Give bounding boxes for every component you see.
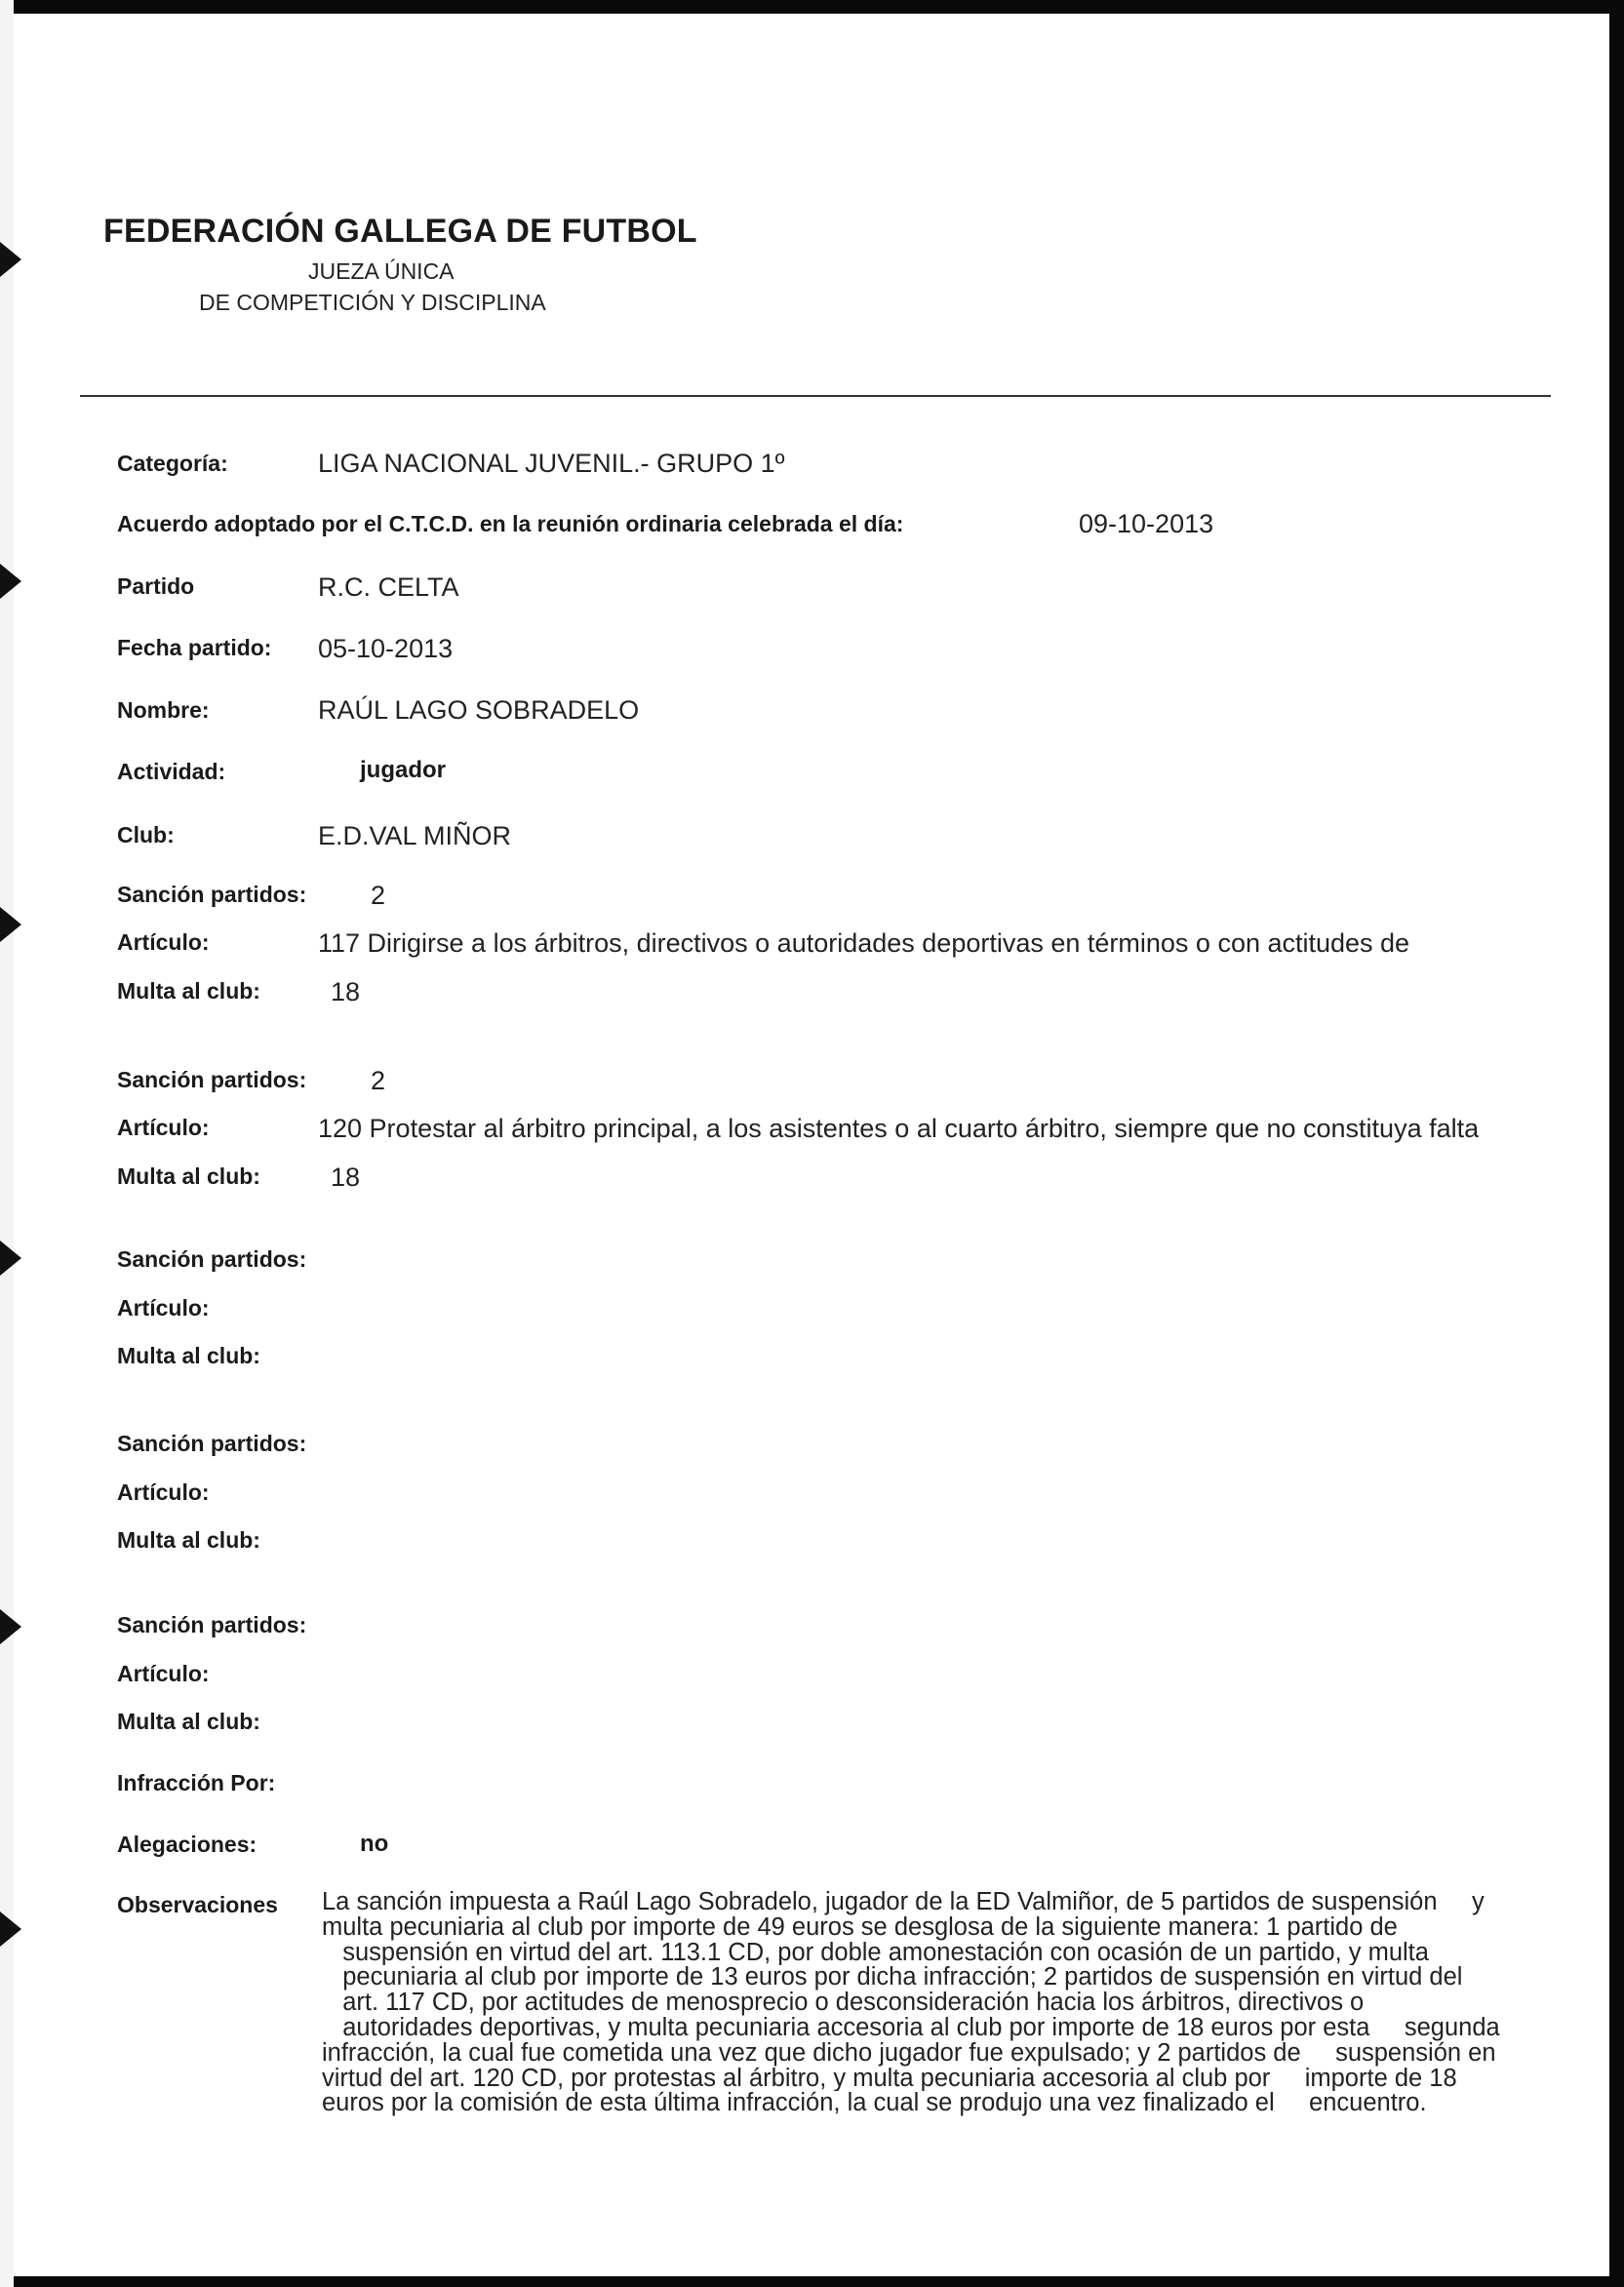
articulo-label: Artículo: <box>117 1661 210 1686</box>
categoria-label: Categoría: <box>117 451 228 476</box>
nombre-value: RAÚL LAGO SOBRADELO <box>318 695 640 725</box>
observaciones-line: multa pecuniaria al club por importe de 49 euros se desglosa de la siguiente manera: 1 partido de <box>322 1914 1398 1941</box>
punch-notch <box>0 1241 21 1276</box>
articulo-label: Artículo: <box>117 1295 210 1321</box>
multa-label: Multa al club: <box>117 1163 260 1189</box>
multa-value: 18 <box>331 1163 361 1192</box>
articulo-label: Artículo: <box>117 929 210 955</box>
articulo-value: 117 Dirigirse a los árbitros, directivos o autoridades deportivas en términos o con actitudes de <box>318 928 1410 958</box>
club-value: E.D.VAL MIÑOR <box>318 821 512 850</box>
fecha-partido-value: 05-10-2013 <box>318 634 454 663</box>
sancion-partidos-label: Sanción partidos: <box>117 1067 307 1092</box>
observaciones-line: autoridades deportivas, y multa pecuniaria accesoria al club por importe de 18 euros por esta segunda <box>322 2015 1500 2041</box>
nombre-label: Nombre: <box>117 697 210 723</box>
observaciones-line: virtud del art. 120 CD, por protestas al árbitro, y multa pecuniaria accesoria al club por importe de 18 <box>322 2066 1457 2092</box>
articulo-value: 120 Protestar al árbitro principal, a los asistentes o al cuarto árbitro, siempre que no constituya falta <box>318 1114 1480 1143</box>
actividad-label: Actividad: <box>117 759 226 784</box>
fecha-partido-label: Fecha partido: <box>117 635 272 660</box>
observaciones-line: La sanción impuesta a Raúl Lago Sobradelo, jugador de la ED Valmiñor, de 5 partidos de suspensión y <box>322 1890 1485 1915</box>
sancion-partidos-label: Sanción partidos: <box>117 882 307 907</box>
observaciones-line: suspensión en virtud del art. 113.1 CD, por doble amonestación con ocasión de un partido, y multa <box>322 1940 1429 1966</box>
acuerdo-date: 09-10-2013 <box>1079 509 1214 538</box>
sancion-partidos-label: Sanción partidos: <box>117 1431 307 1456</box>
multa-label: Multa al club: <box>117 1343 260 1368</box>
observaciones-line: euros por la comisión de esta última infracción, la cual se produjo una vez finalizado el encuentro. <box>322 2091 1427 2117</box>
observaciones-line: art. 117 CD, por actitudes de menosprecio o desconsideración hacia los árbitros, directivos o <box>322 1991 1365 2016</box>
sancion-partidos-value: 2 <box>371 1066 386 1095</box>
multa-value: 18 <box>331 977 361 1006</box>
multa-label: Multa al club: <box>117 1527 260 1553</box>
header-subtitle-2: DE COMPETICIÓN Y DISCIPLINA <box>199 290 546 315</box>
sancion-partidos-label: Sanción partidos: <box>117 1612 307 1637</box>
observaciones-text <box>322 1890 1590 2116</box>
multa-label: Multa al club: <box>117 1709 260 1734</box>
header-subtitle-1: JUEZA ÚNICA <box>308 258 455 284</box>
scan-border-right <box>1609 0 1624 2287</box>
observaciones-line: pecuniaria al club por importe de 13 euros por dicha infracción; 2 partidos de suspensión en virtud del <box>322 1965 1463 1991</box>
articulo-label: Artículo: <box>117 1479 210 1505</box>
organization-title: FEDERACIÓN GALLEGA DE FUTBOL <box>103 213 697 250</box>
header-divider <box>80 395 1551 397</box>
punch-notch <box>0 1609 21 1644</box>
infraccion-label: Infracción Por: <box>117 1770 276 1795</box>
alegaciones-value: no <box>360 1831 389 1857</box>
scan-border-top <box>0 0 1624 14</box>
punch-notch <box>0 564 21 599</box>
alegaciones-label: Alegaciones: <box>117 1832 257 1857</box>
acuerdo-label: Acuerdo adoptado por el C.T.C.D. en la reunión ordinaria celebrada el día: <box>117 511 904 536</box>
sancion-partidos-label: Sanción partidos: <box>117 1246 307 1272</box>
sancion-partidos-value: 2 <box>371 881 386 910</box>
categoria-value: LIGA NACIONAL JUVENIL.- GRUPO 1º <box>318 449 785 478</box>
observaciones-label: Observaciones <box>117 1892 278 1917</box>
observaciones-line: infracción, la cual fue cometida una vez que dicho jugador fue expulsado; y 2 partidos de suspensión en <box>322 2040 1496 2067</box>
punch-notch <box>0 242 21 277</box>
club-label: Club: <box>117 822 175 848</box>
punch-notch <box>0 1912 21 1947</box>
partido-label: Partido <box>117 573 195 599</box>
articulo-label: Artículo: <box>117 1115 210 1140</box>
scan-border-bottom <box>0 2276 1624 2287</box>
actividad-value: jugador <box>360 757 446 783</box>
punch-notch <box>0 907 21 942</box>
multa-label: Multa al club: <box>117 978 260 1004</box>
partido-value: R.C. CELTA <box>318 572 459 602</box>
